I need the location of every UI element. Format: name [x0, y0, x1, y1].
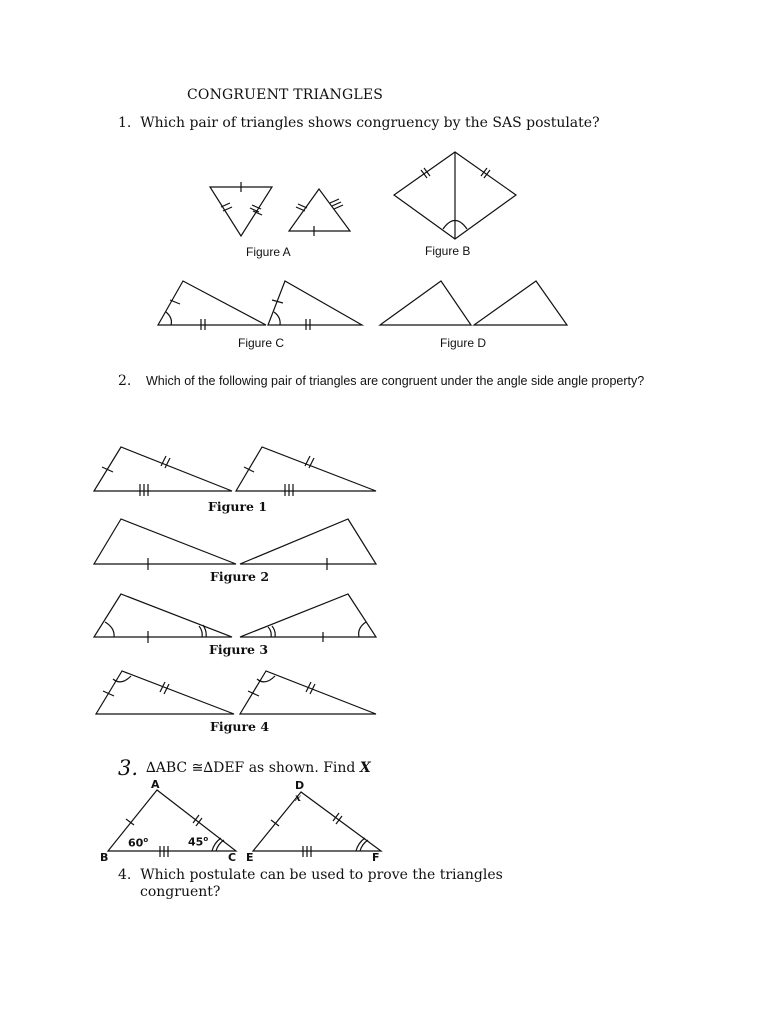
- figure-b-kite: [394, 152, 516, 239]
- question-1-text: Which pair of triangles shows congruency by the SAS postulate?: [140, 115, 600, 131]
- figure-2-label: Figure 2: [210, 569, 270, 584]
- figure-1-label: Figure 1: [208, 499, 268, 514]
- x-label: x: [295, 793, 301, 804]
- page-title: CONGRUENT TRIANGLES: [187, 87, 384, 103]
- figure-1-triangles: [94, 447, 376, 496]
- question-3-number: 3.: [118, 756, 139, 780]
- figure-b-label: Figure B: [425, 244, 471, 258]
- point-a-label: A: [151, 778, 160, 791]
- figure-c-label: Figure C: [238, 336, 285, 350]
- figure-a-label: Figure A: [246, 245, 291, 259]
- point-f-label: F: [372, 851, 380, 864]
- figure-c-triangle-right: [268, 281, 362, 330]
- figure-3-label: Figure 3: [209, 642, 269, 657]
- figure-c-triangle-left: [158, 281, 266, 330]
- question-2-text: Which of the following pair of triangles are congruent under the angle side angle property?: [146, 374, 645, 388]
- angle-c-label: 45$^o$: [188, 835, 209, 849]
- figure-2-triangles: [94, 519, 376, 570]
- question-2-number: 2.: [118, 373, 132, 389]
- point-d-label: D: [295, 779, 305, 792]
- question-4-line2: congruent?: [140, 884, 221, 900]
- question-1-number: 1.: [118, 115, 132, 131]
- figure-a-triangle-right: [289, 189, 350, 236]
- point-e-label: E: [246, 851, 254, 864]
- figure-a-triangle-left: [210, 182, 272, 236]
- triangle-def: [253, 792, 381, 857]
- figure-d-label: Figure D: [440, 336, 487, 350]
- figure-4-label: Figure 4: [210, 719, 270, 734]
- figure-d-triangles: [380, 281, 567, 325]
- triangle-abc: [108, 790, 236, 857]
- question-3-text: ∆ABC ≅∆DEF as shown. Find X: [146, 760, 371, 776]
- figure-4-triangles: [96, 671, 376, 714]
- point-c-label: C: [228, 851, 237, 864]
- angle-b-label: 60$^o$: [128, 836, 149, 850]
- question-4: 4. Which postulate can be used to prove the triangles: [118, 867, 503, 883]
- point-b-label: B: [100, 851, 109, 864]
- figure-3-triangles: [94, 594, 376, 643]
